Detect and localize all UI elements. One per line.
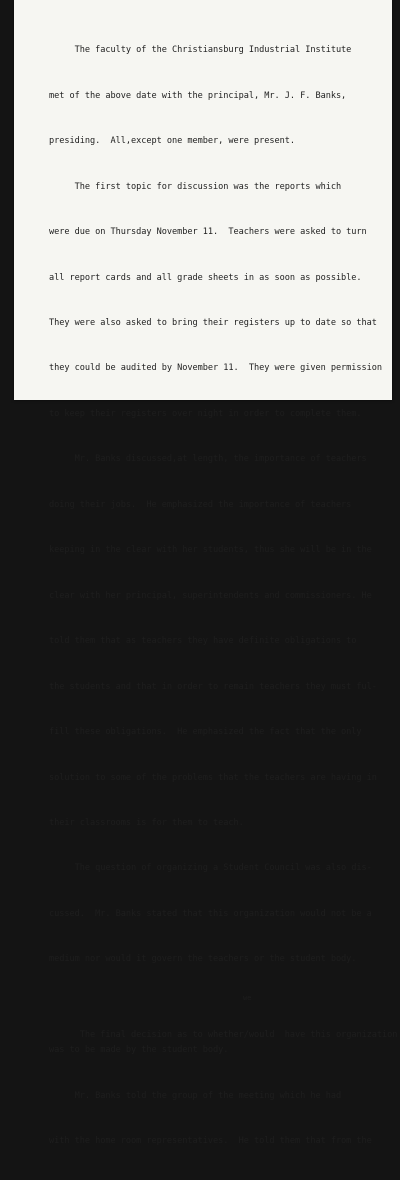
text-line: to keep their registers over night in order to complete them. xyxy=(49,408,362,419)
text-line: Mr. Banks discussed,at length, the importance of teachers xyxy=(49,454,367,465)
text-line: told them that as teachers they have definite obligations to xyxy=(49,636,357,647)
text-line: met of the above date with the principal, Mr. J. F. Banks, xyxy=(49,90,347,101)
text-line: doing their jobs. He emphasized the importance of teachers xyxy=(49,499,352,510)
text-line: fill these obligations. He emphasized the fact that the only xyxy=(49,727,362,738)
text-line: was to be made by the student body. xyxy=(49,1045,229,1056)
document-page xyxy=(14,0,398,1147)
text-line: keeping in the clear with her students, thus she will be in the xyxy=(49,545,372,556)
text-line: medium nor would it govern the teachers or the student body. xyxy=(49,954,357,965)
text-line: cussed. Mr. Banks stated that this organization would not be a xyxy=(49,908,372,919)
text-line: presiding. All,except one member, were present. xyxy=(49,136,295,147)
text-line: all report cards and all grade sheets in as soon as possible. xyxy=(49,272,362,283)
text-line-with-insertion xyxy=(49,993,398,1041)
text-line: The question of organizing a Student Council was also dis- xyxy=(49,863,372,874)
text-line: solution to some of the problems that the teachers are having in xyxy=(49,772,377,783)
handwritten-insertion: we xyxy=(243,993,252,1002)
text-line: Mr. Banks told the group of the meeting which he had xyxy=(49,1090,342,1101)
body-text xyxy=(49,13,398,1180)
text-line: They were also asked to bring their registers up to date so that xyxy=(49,318,377,329)
text-line: with the home room representatives. He told them that from the xyxy=(49,1136,372,1147)
text-line: clear with her principal, superintendents and commissioners. He xyxy=(49,590,372,601)
text-line: The first topic for discussion was the reports which xyxy=(49,181,342,192)
text-line: were due on Thursday November 11. Teachers were asked to turn xyxy=(49,227,367,238)
text-line: The final decision as to whether/would have this organization xyxy=(79,1030,398,1041)
text-line: their classrooms is for them to teach. xyxy=(49,818,244,829)
text-line: the students and that in order to remain teachers they must ful- xyxy=(49,681,377,692)
text-line: The faculty of the Christiansburg Industrial Institute xyxy=(49,45,352,56)
text-line: they could be audited by November 11. They were given permission xyxy=(49,363,383,374)
